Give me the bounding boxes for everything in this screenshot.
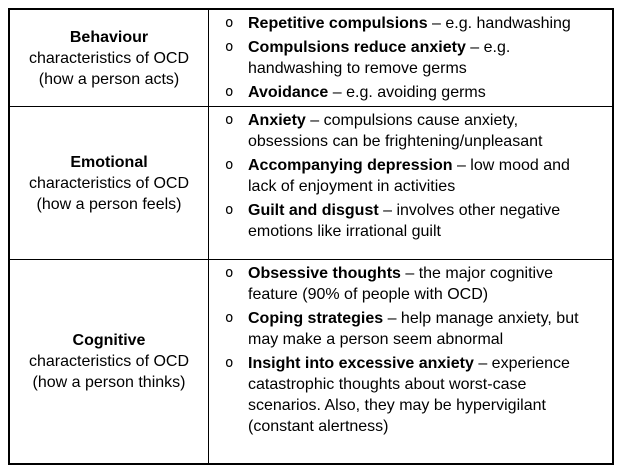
- item-term: Insight into excessive anxiety: [248, 355, 474, 372]
- category-cell-behaviour: [9, 9, 209, 107]
- circle-bullet-icon: o: [225, 265, 234, 281]
- item-desc: – e.g. handwashing to remove germs: [248, 39, 511, 77]
- item-desc: – low mood and lack of enjoyment in activities: [248, 157, 570, 195]
- category-subtitle: characteristics of OCD: [28, 174, 190, 192]
- item-term: Obsessive thoughts: [248, 265, 401, 282]
- item-term: Avoidance: [248, 84, 329, 101]
- item-list: [209, 13, 608, 103]
- category-cell-emotional: [9, 107, 209, 260]
- category-subtitle: characteristics of OCD: [28, 49, 190, 67]
- list-item: [209, 155, 593, 197]
- item-desc: – the major cognitive feature (90% of people with OCD): [248, 265, 553, 303]
- item-term: Accompanying depression: [248, 157, 453, 174]
- category-title: Behaviour: [69, 28, 149, 46]
- items-cell-behaviour: [209, 9, 614, 107]
- category-note: (how a person feels): [36, 195, 182, 213]
- item-term: Coping strategies: [248, 310, 384, 327]
- item-desc: – e.g. handwashing: [427, 15, 571, 32]
- item-desc: – e.g. avoiding germs: [328, 84, 486, 101]
- row-behaviour: [9, 9, 613, 107]
- list-item: [209, 263, 593, 305]
- circle-bullet-icon: o: [225, 202, 234, 218]
- item-desc: – help manage anxiety, but may make a person seem abnormal: [248, 310, 579, 348]
- item-desc: – involves other negative emotions like irrational guilt: [248, 202, 561, 240]
- category-note: (how a person acts): [38, 70, 180, 88]
- list-item: [209, 110, 593, 152]
- items-cell-cognitive: [209, 260, 614, 465]
- category-title: Emotional: [70, 153, 148, 171]
- item-list: [209, 110, 608, 242]
- item-term: Compulsions reduce anxiety: [248, 39, 466, 56]
- item-list: [209, 263, 608, 437]
- list-item: [209, 37, 593, 79]
- item-desc: – compulsions cause anxiety, obsessions can be frightening/unpleasant: [248, 112, 543, 150]
- row-emotional: [9, 107, 613, 260]
- item-term: Anxiety: [248, 112, 306, 129]
- category-cell-cognitive: [9, 260, 209, 465]
- item-term: Guilt and disgust: [248, 202, 379, 219]
- list-item: [209, 13, 593, 34]
- category-subtitle: characteristics of OCD: [28, 353, 190, 370]
- category-note: (how a person thinks): [32, 374, 186, 391]
- item-desc: – experience catastrophic thoughts about worst-case scenarios. Also, they may be hypervigilant (constant alertness): [248, 355, 570, 435]
- circle-bullet-icon: o: [225, 157, 234, 173]
- circle-bullet-icon: o: [225, 112, 234, 128]
- circle-bullet-icon: o: [225, 84, 234, 100]
- item-term: Repetitive compulsions: [248, 15, 428, 32]
- list-item: [209, 353, 593, 437]
- list-item: [209, 308, 593, 350]
- list-item: [209, 200, 593, 242]
- row-cognitive: [9, 260, 613, 465]
- circle-bullet-icon: o: [225, 310, 234, 326]
- category-title: Cognitive: [72, 332, 146, 349]
- circle-bullet-icon: o: [225, 15, 234, 31]
- ocd-characteristics-table: [8, 8, 614, 465]
- list-item: [209, 82, 593, 103]
- items-cell-emotional: [209, 107, 614, 260]
- circle-bullet-icon: o: [225, 355, 234, 371]
- circle-bullet-icon: o: [225, 39, 234, 55]
